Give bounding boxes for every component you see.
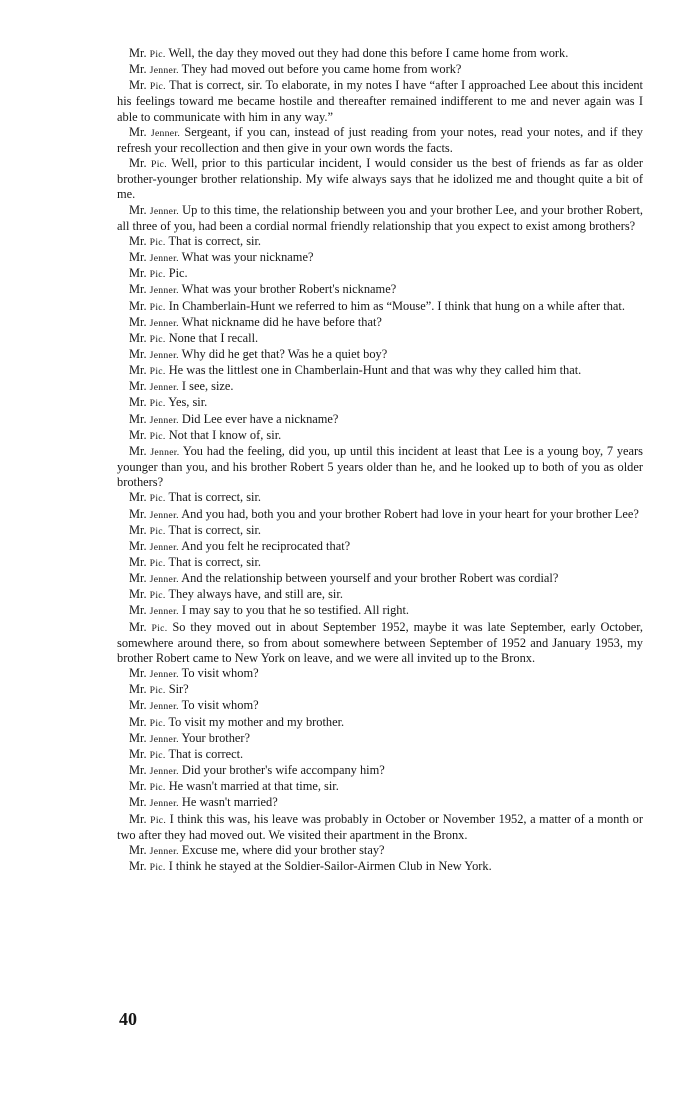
speaker-title: Mr.	[129, 233, 147, 248]
testimony-paragraph	[117, 539, 643, 555]
speaker-title: Mr.	[129, 522, 147, 537]
speaker-name: Pic.	[149, 685, 166, 697]
speaker-name: Jenner.	[149, 205, 179, 217]
speaker-title: Mr.	[129, 746, 147, 761]
statement-text: Excuse me, where did your brother stay?	[181, 842, 385, 857]
statement-text: What was your brother Robert's nickname?	[181, 282, 397, 297]
statement-text: In Chamberlain-Hunt we referred to him as “Mouse”. I think that hung on a while after that.	[168, 298, 625, 313]
testimony-paragraph	[117, 78, 643, 124]
speaker-title: Mr.	[129, 314, 147, 329]
speaker-title: Mr.	[129, 379, 147, 394]
speaker-name: Jenner.	[150, 127, 181, 139]
testimony-paragraph	[117, 682, 643, 698]
statement-text: They had moved out before you came home from work?	[181, 62, 462, 77]
statement-text: I think he stayed at the Soldier-Sailor-Airmen Club in New York.	[168, 858, 492, 873]
statement-text: Pic.	[168, 266, 188, 281]
testimony-paragraph	[117, 698, 643, 714]
speaker-name: Jenner.	[149, 285, 179, 297]
speaker-title: Mr.	[129, 298, 147, 313]
speaker-name: Jenner.	[149, 509, 179, 521]
testimony-paragraph	[117, 125, 643, 156]
speaker-title: Mr.	[129, 250, 147, 265]
statement-text: He wasn't married at that time, sir.	[168, 779, 339, 794]
speaker-title: Mr.	[129, 555, 147, 569]
speaker-name: Pic.	[149, 333, 166, 345]
speaker-name: Jenner.	[149, 414, 179, 426]
testimony-paragraph	[117, 282, 643, 298]
speaker-name: Pic.	[149, 81, 166, 93]
testimony-paragraph	[117, 347, 643, 363]
statement-text: And you felt he reciprocated that?	[181, 538, 351, 553]
testimony-paragraph	[117, 507, 643, 523]
speaker-name: Pic.	[149, 749, 166, 761]
testimony-paragraph	[117, 523, 643, 539]
statement-text: That is correct, sir.	[168, 522, 262, 537]
testimony-paragraph	[117, 715, 643, 731]
testimony-paragraph	[117, 555, 643, 571]
speaker-title: Mr.	[129, 124, 147, 139]
speaker-title: Mr.	[129, 763, 147, 778]
speaker-title: Mr.	[129, 46, 147, 60]
statement-text: To visit my mother and my brother.	[168, 714, 345, 729]
testimony-paragraph	[117, 331, 643, 347]
testimony-body	[117, 46, 643, 875]
testimony-paragraph	[117, 603, 643, 619]
speaker-name: Jenner.	[149, 766, 179, 778]
speaker-title: Mr.	[129, 411, 147, 426]
statement-text: I think this was, his leave was probably in October or November 1952, a matter of a month or two after they had moved out. We visited their apartment in the Bronx.	[117, 811, 643, 842]
testimony-paragraph	[117, 363, 643, 379]
speaker-title: Mr.	[129, 443, 147, 458]
speaker-title: Mr.	[129, 779, 147, 794]
testimony-paragraph	[117, 266, 643, 282]
speaker-title: Mr.	[129, 587, 147, 602]
speaker-name: Jenner.	[149, 349, 179, 361]
speaker-title: Mr.	[129, 62, 147, 77]
speaker-name: Pic.	[149, 861, 166, 873]
statement-text: Did Lee ever have a nickname?	[181, 411, 339, 426]
testimony-paragraph	[117, 46, 643, 62]
speaker-name: Jenner.	[149, 701, 179, 713]
speaker-name: Pic.	[150, 814, 167, 826]
statement-text: To visit whom?	[181, 698, 259, 713]
speaker-title: Mr.	[129, 156, 147, 171]
speaker-name: Pic.	[149, 366, 166, 378]
testimony-paragraph	[117, 731, 643, 747]
statement-text: Did your brother's wife accompany him?	[181, 763, 385, 778]
speaker-name: Pic.	[151, 622, 168, 634]
testimony-paragraph	[117, 62, 643, 78]
speaker-title: Mr.	[129, 842, 147, 857]
testimony-paragraph	[117, 859, 643, 875]
speaker-name: Pic.	[149, 236, 166, 248]
speaker-title: Mr.	[129, 730, 147, 745]
statement-text: Up to this time, the relationship between you and your brother Lee, and your brother Robert, all three of you, had been a cordial normal friendly relationship that you expect to exist among brothers?	[117, 202, 643, 233]
testimony-paragraph	[117, 812, 643, 843]
statement-text: I may say to you that he so testified. All right.	[181, 603, 410, 618]
testimony-paragraph	[117, 779, 643, 795]
speaker-title: Mr.	[129, 811, 147, 826]
speaker-title: Mr.	[129, 395, 147, 410]
speaker-name: Pic.	[149, 493, 166, 505]
speaker-title: Mr.	[129, 282, 147, 297]
statement-text: Well, the day they moved out they had done this before I came home from work.	[168, 46, 569, 60]
statement-text: I see, size.	[181, 379, 234, 394]
speaker-name: Jenner.	[149, 382, 179, 394]
testimony-paragraph	[117, 587, 643, 603]
speaker-name: Jenner.	[149, 65, 179, 77]
statement-text: That is correct, sir.	[168, 555, 262, 569]
testimony-paragraph	[117, 379, 643, 395]
testimony-paragraph	[117, 490, 643, 506]
statement-text: Not that I know of, sir.	[168, 427, 282, 442]
speaker-title: Mr.	[129, 330, 147, 345]
statement-text: What nickname did he have before that?	[181, 314, 382, 329]
statement-text: He wasn't married?	[181, 795, 278, 810]
statement-text: That is correct, sir.	[168, 233, 262, 248]
speaker-title: Mr.	[129, 538, 147, 553]
speaker-name: Pic.	[149, 782, 166, 794]
speaker-name: Pic.	[151, 159, 167, 171]
speaker-name: Jenner.	[150, 446, 180, 458]
speaker-title: Mr.	[129, 795, 147, 810]
speaker-title: Mr.	[129, 490, 147, 505]
testimony-paragraph	[117, 234, 643, 250]
testimony-paragraph	[117, 203, 643, 234]
testimony-paragraph	[117, 299, 643, 315]
speaker-name: Pic.	[149, 49, 166, 60]
statement-text: None that I recall.	[168, 330, 259, 345]
testimony-paragraph	[117, 250, 643, 266]
speaker-title: Mr.	[129, 78, 147, 93]
speaker-title: Mr.	[129, 666, 147, 681]
statement-text: What was your nickname?	[181, 250, 314, 265]
statement-text: Why did he get that? Was he a quiet boy?	[181, 346, 388, 361]
speaker-title: Mr.	[129, 506, 147, 521]
speaker-name: Jenner.	[149, 317, 179, 329]
statement-text: So they moved out in about September 1952, maybe it was late September, early October, somewhere around there, so from about somewhere between September of 1952 and January 1953, my brother Robert came to New York on leave, and we were all invited up to the Bronx.	[117, 619, 643, 665]
speaker-title: Mr.	[129, 698, 147, 713]
testimony-paragraph	[117, 444, 643, 490]
statement-text: To visit whom?	[181, 666, 259, 681]
speaker-name: Pic.	[149, 301, 166, 313]
speaker-name: Pic.	[149, 717, 166, 729]
statement-text: And you had, both you and your brother Robert had love in your heart for your brother Lee?	[181, 506, 639, 521]
testimony-paragraph	[117, 747, 643, 763]
speaker-title: Mr.	[129, 202, 147, 217]
speaker-title: Mr.	[129, 571, 147, 586]
speaker-title: Mr.	[129, 682, 147, 697]
speaker-name: Jenner.	[149, 669, 179, 681]
page-number: 40	[119, 1009, 137, 1029]
statement-text: And the relationship between yourself and your brother Robert was cordial?	[181, 571, 559, 586]
testimony-paragraph	[117, 763, 643, 779]
speaker-name: Pic.	[149, 269, 166, 281]
statement-text: Well, prior to this particular incident, I would consider us the best of friends as far as older brother-younger brother relationship. My wife always says that he idolized me and thought quite a bit of me.	[117, 156, 643, 202]
speaker-title: Mr.	[129, 619, 147, 634]
testimony-paragraph	[117, 843, 643, 859]
statement-text: That is correct, sir. To elaborate, in my notes I have “after I approached Lee about this incident his feelings toward me became hostile and thereafter remained indifferent to me and never again was I able to communicate with him in any way.”	[117, 78, 643, 124]
speaker-name: Pic.	[149, 525, 166, 537]
statement-text: That is correct, sir.	[168, 490, 262, 505]
speaker-title: Mr.	[129, 427, 147, 442]
speaker-name: Jenner.	[149, 574, 179, 586]
speaker-name: Jenner.	[149, 606, 179, 618]
speaker-title: Mr.	[129, 714, 147, 729]
testimony-paragraph	[117, 620, 643, 666]
speaker-title: Mr.	[129, 858, 147, 873]
statement-text: They always have, and still are, sir.	[168, 587, 343, 602]
testimony-paragraph	[117, 428, 643, 444]
statement-text: Your brother?	[181, 730, 251, 745]
speaker-name: Jenner.	[149, 798, 179, 810]
statement-text: Sergeant, if you can, instead of just reading from your notes, read your notes, and if they refresh your recollection and then give in your own words the facts.	[117, 124, 643, 155]
testimony-paragraph	[117, 666, 643, 682]
statement-text: You had the feeling, did you, up until this incident at least that Lee is a young boy, 7 years younger than you, and his brother Robert 5 years older than he, and he looked up to both of you as older brothers?	[117, 443, 643, 490]
speaker-title: Mr.	[129, 346, 147, 361]
speaker-name: Jenner.	[149, 541, 179, 553]
speaker-name: Pic.	[149, 430, 166, 442]
testimony-paragraph	[117, 571, 643, 587]
speaker-name: Jenner.	[149, 733, 179, 745]
speaker-title: Mr.	[129, 603, 147, 618]
testimony-paragraph	[117, 412, 643, 428]
testimony-paragraph	[117, 156, 643, 202]
testimony-paragraph	[117, 795, 643, 811]
speaker-title: Mr.	[129, 363, 147, 378]
statement-text: That is correct.	[168, 746, 244, 761]
statement-text: He was the littlest one in Chamberlain-Hunt and that was why they called him that.	[168, 363, 582, 378]
speaker-name: Jenner.	[149, 253, 179, 265]
testimony-paragraph	[117, 315, 643, 331]
statement-text: Yes, sir.	[168, 395, 208, 410]
speaker-name: Pic.	[149, 398, 166, 410]
testimony-paragraph	[117, 395, 643, 411]
statement-text: Sir?	[168, 682, 189, 697]
speaker-name: Jenner.	[149, 845, 179, 857]
speaker-name: Pic.	[149, 590, 166, 602]
speaker-title: Mr.	[129, 266, 147, 281]
speaker-name: Pic.	[149, 558, 166, 569]
